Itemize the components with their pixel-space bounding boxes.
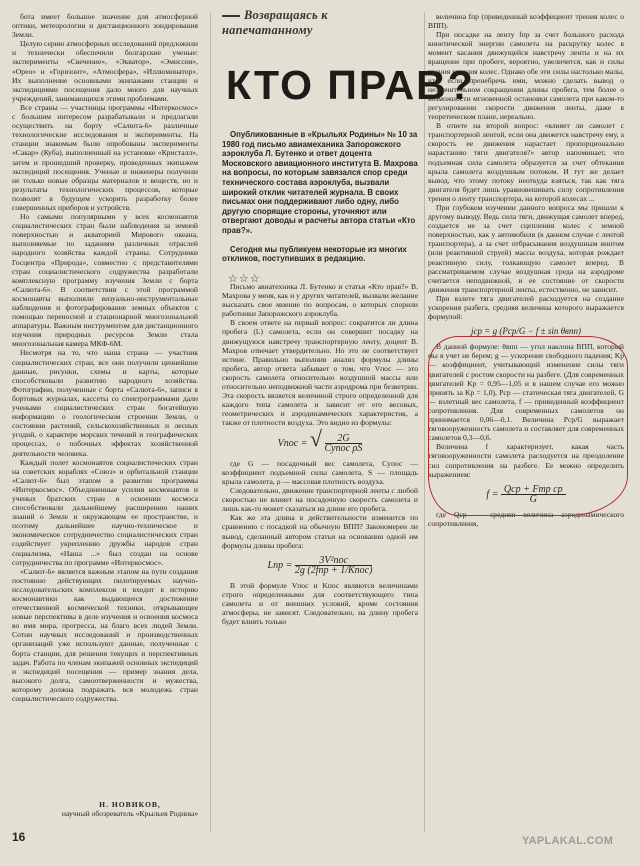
paragraph: величина fпр (приведенный коэффициент трения колес о ВПП).: [428, 12, 624, 31]
paragraph: Как же эта длина в действительности изменится по сравнению с посадкой на обычную ВПП? Закономерен ли вывод, сделанный автором статьи на основании одной им формулы длины пробега:: [222, 513, 418, 550]
paragraph: В ответе на второй вопрос: «влияет ли самолет с транспортерной лентой, если она движется навстречу ему, а скорость ее движения нарастает пропорционально нарастанию тяги двигателя?» автор напоминает, что подъемная сила самолета образуется за счет обтекания крыла самолета воздушным потоком. И тут же делает вывод, что этому потоку неоткуда взяться, так как тяга двигателя будет лишь уравновешивать силу сопротивления трения о ленту транспортера, на которой колесах ...: [428, 121, 624, 203]
author-signature: [60, 800, 200, 818]
author-name: Н. НОВИКОВ,: [99, 800, 161, 809]
article-lead: [222, 130, 418, 273]
article-title: КТО ПРАВ?: [226, 62, 475, 108]
rubric-text: Возвращаясь к напечатанному: [222, 8, 328, 37]
sqrt-symbol: √: [309, 425, 322, 451]
formula-fraction: [325, 434, 363, 453]
middle-column-body: [222, 282, 418, 626]
paragraph: Письмо авиатехника Л. Бутенко и статья «Кто прав?» В. Махрова у меня, как и у других читателей, вызвали желание высказать свое мнение по вопросам, о которых спорили работники Запорожского аэроклуба.: [222, 282, 418, 319]
formula-numerator: Qср + Fтр ср: [501, 485, 566, 495]
formula-denominator: G: [529, 493, 537, 505]
rubric-bar-decoration: [222, 15, 240, 17]
paragraph: где G — посадочный вес самолета, Cyпос — коэффициент подъемной силы самолета, S — площадь крыла самолета, ρ — массовая плотность воздуха.: [222, 458, 418, 486]
paragraph: Целую серию атмосферных исследований предложили и технически обеспечили болгарские ученые: эксперименты «Свечение», «Экватор», «Эмиссия», «Орео» и «Горизонт», «Атмосфера», «Иллюминатор». Их выполнение основными экипажами станции и экспедициями посещения дало много для научных учреждений, занимающихся этими проблемами.: [12, 39, 198, 103]
paragraph: Каждый полет космонавтов социалистических стран на советских кораблях «Союз» и орбитальной станции «Салют-6» был этапом в развитии программы «Интеркосмос». Объединенные усилия космонавтов и ученых братских стран в освоении космоса способствовали дальнейшему расширению наших знаний о Земле и окружающем ее пространстве, и поэтому дальнейшее научно-техническое и экономическое сотрудничество социалистических стран содействует укреплению дружбы народов стран социализма, «Наша ...» был создан на основе сотрудничества по программе «Интеркосмос».: [12, 457, 198, 567]
paragraph: Величина f характеризует, какая часть тяговооруженности самолета расходуется на преодоление сил сопротивления на разбеге. Ее можно определить выражением:: [428, 442, 624, 479]
paragraph: В этой формуле Vпос и Kпос являются величинами строго определенными для соответствующего типа самолета и от внешних условий, кроме состояния атмосферы, не зависят. Следовательно, на длину пробега будет влиять только: [222, 580, 418, 627]
formula-numerator: 2G: [325, 434, 363, 444]
column-divider: [210, 12, 211, 832]
formula-run-length: [222, 556, 418, 575]
formula-denominator: 2g (2fпр + 1/Kпос): [294, 564, 373, 576]
section-rubric: [222, 8, 418, 37]
paragraph: Но самыми популярными у всех космонавтов социалистических стран были наблюдения за земной поверхностью и акваторией Мирового океана, выполняемые по заданиям различных отраслей народного хозяйства каждой страны. Сотрудники Госцентра «Природа», совместно с представителями стран социалистического содружества разработали комплексную программу изучения Земли с борта «Салюта-6». В соответствии с этой программой космонавты выполняли визуально-инструментальные наблюдения и фотографирование земных объектов с помощью переносной и стационарной многозональной аппаратуры. Важным инструментом для дистанционного изучения природных ресурсов Земли стала многозональная камера МКФ-6М.: [12, 212, 198, 349]
lead-paragraph: Опубликованные в «Крыльях Родины» № 10 за 1980 год письмо авиамеханика Запорожского аэроклуба Л. Бутенко и ответ доцента Московского авиационного института В. Махрова на вопросы, по которым завязался спор среди технического состава аэроклуба, вызвали широкий отклик читателей журнала. В своих письмах они поддерживают либо одну, либо другую спорящие стороны, уточняют или отвергают доводы и расчеты автора статьи «Кто прав?».: [222, 130, 418, 235]
section-stars: ☆☆☆: [228, 273, 261, 285]
formula-denominator: Cyпос ρS: [324, 442, 363, 454]
page-number: 16: [12, 830, 26, 844]
formula-body: (Pср/G − f ± sin θвпп): [499, 326, 581, 337]
right-column: [428, 12, 624, 832]
paragraph: При глубоком изучении данного вопроса мы пришли к другому выводу. Ведь сила тяги, движущая самолет вперед, создается не за счет сцепления колес с земной поверхностью, как у автомобиля (в данном случае с лентой транспортера), а за счет отбрасывания воздушным винтом (или реактивной струей) массы воздуха, которая рождает реактивную силу, толкающую самолет вперед. В рассматриваемом случае воздушная среда на аэродроме считается неподвижной, и ее состояние от скорости движения транспортерной ленты, естественно, не зависит.: [428, 202, 624, 294]
paragraph: Все страны — участницы программы «Интеркосмос» с большим интересом разрабатывали и предлагали осуществить на борту «Салюта-6» различные технологические исследования и эксперименты. На станции знакомым были опробованы эксперименты «Сакар» (Куба), выполненный на установке «Кристалл», затем и прошедший проверку, проведенных экипажем экспедиций посещения. Ученые и инженеры получили не только новые образцы материалов и веществ, но и результаты технологических процессов, которые позволят в будущем ускорить разработку более совершенных приборов и устройств.: [12, 102, 198, 212]
paragraph: В данной формуле: θвпп — угол наклона ВПП, который мы в учет не берем; g — ускорение свободного падения; Kp — коэффициент, учитывающий изменение силы тяги двигателей с ростом скорости на разбеге. (Для современных двигателей Kp = 0,95—1,05 и в нашем случае его можно принять за Kp = 1,0), Pср — статическая тяга двигателей, G — взлетный вес самолета, f — приведенный коэффициент сопротивления. Для современных самолетов он принимается 0,06—0,1. Величина Pср/G выражает тяговооруженность самолета и составляет для современных самолетов 0,3—0,6.: [428, 342, 624, 443]
formula-fraction: [295, 556, 373, 575]
paragraph: При взлете тяга двигателей расходуется на создание ускорения разбега, средняя величина которого выражается формулой:: [428, 293, 624, 322]
site-watermark: YAPLAKAL.COM: [522, 835, 614, 847]
paragraph: бота имеет большое значение для атмосферной оптики, метеорологии и дистанционного зондирования Земли.: [12, 12, 198, 40]
paragraph: Следовательно, движение транспортерной ленты с любой скоростью не влияет на посадочную скорость самолета и лишь как-то может сказаться на длине его пробега.: [222, 486, 418, 514]
column-divider: [424, 12, 425, 832]
paragraph: Несмотря на то, что наша страна — участник социалистических стран, все они получили ценнейшие данные, рисунки, схемы и карты, которые способствовали развитию народного хозяйства. Фотографии, полученные с борта «Салюта-6», записи в бортовых журналах, кассеты со спектрограммами дали учеными социалистических стран богатейшую информацию о геологическом строении Земли, о состоянии растений, сельскохозяйственных и лесных угодий, о характере морских течений и географических процессах, о побочных эффектах хозяйственной деятельности человека.: [12, 348, 198, 458]
formula-fraction: [501, 485, 566, 504]
paragraph: При посадке на ленту fпр за счет большого расхода кинетической энергии самолета на раскрутку колес в момент касания движущейся навстречу ленты и на их вращение при пробеге, вероятно, увеличится, как и силы трения качения колес. Однако обе эти силы настолько малы, что, если пренебречь ими, можно сделать вывод о незначительном сокращении длины пробега, тем более о возможности мгновенной остановки самолета при каком-то регулировании скорости движения ленты, даже в теоретическом плане, нереально.: [428, 30, 624, 122]
left-column: [12, 12, 198, 817]
formula-acceleration: [428, 327, 624, 336]
formula-numerator: 3V²пос: [295, 556, 373, 566]
author-role: научный обозреватель «Крыльев Родины»: [61, 809, 199, 818]
formula-lhs: f =: [486, 488, 499, 500]
formula-resistance: [428, 485, 624, 504]
formula-landing-speed: [222, 425, 418, 454]
paragraph: «Салют-6» является важным этапом на пути создания постоянно действующих пилотируемых научно-исследовательских комплексов и входит в историю космонавтики как выдающееся достижение отечественной космической техники, открывающее новые перспективы в деле изучения и освоения космоса во имя мира, прогресса, на благо всех людей Земли. Сотни научных исследований и производственных организаций уже используют данные, полученные с борта станции, для решения текущих и перспективных задач. Работа по членам экипажей основных экспедиций и экспедиций посещения — пример знания дела, высокого долга, самоотверженности и мужества, которому должна подражать вся молодежь стран социалистического содружества.: [12, 566, 198, 704]
paragraph: В своем ответе на первый вопрос: сократится ли длина пробега (L) самолета, если он совершит посадку на движущуюся навстречу транспортерную ленту, доцент В. Махров отвечает утвердительно. Но это не соответствует истине. Правильно выполнив анализ формулы длины пробега, автор ответа забывает о том, что Vпос — это скорость самолета относительно воздушной массы или относительно неподвижной части аэродрома при безветрии. Эта скорость является величиной строго определенной для каждого типа самолета и зависит от его весовых, геометрических и аэродинамических характеристик, а также от плотности воздуха. Это видно из формулы:: [222, 318, 418, 428]
formula-lhs: Lпр =: [267, 559, 293, 571]
lead-paragraph: Сегодня мы публикуем некоторые из многих откликов, поступивших в редакцию.: [222, 244, 407, 264]
paragraph: где Qср — средняя величина аэродинамического сопротивления,: [428, 509, 624, 528]
formula-lhs: jср = g: [471, 326, 498, 337]
formula-lhs: Vпос =: [277, 437, 308, 449]
